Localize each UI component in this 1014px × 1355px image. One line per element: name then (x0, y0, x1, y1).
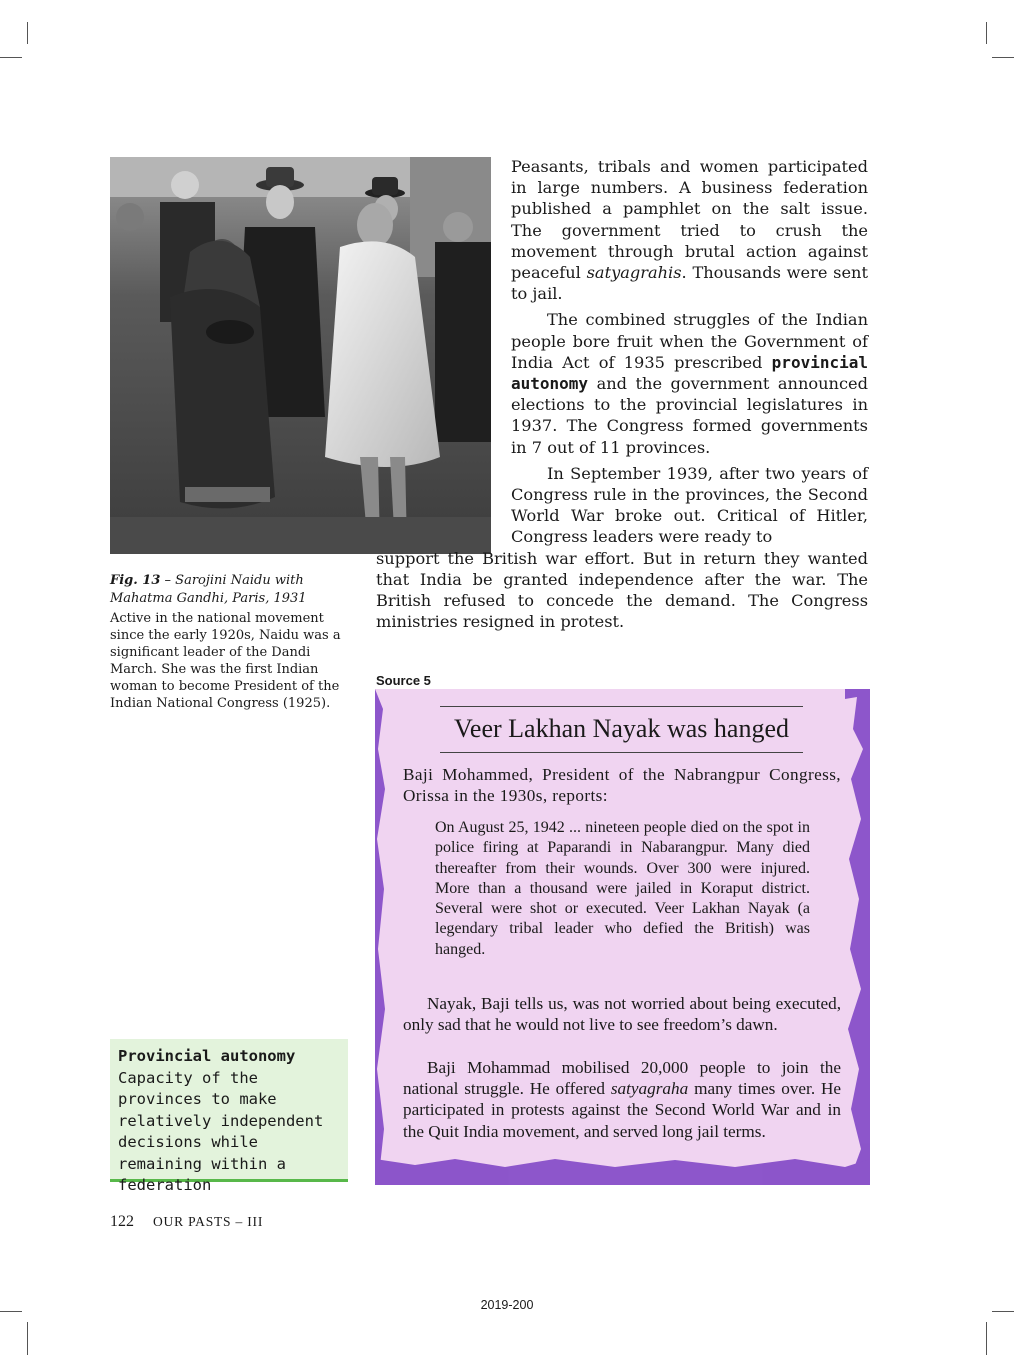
source-paragraph-2 (403, 1057, 841, 1142)
paragraph-1 (376, 156, 868, 304)
paragraph-3 (376, 463, 868, 548)
source-paragraph-2-italic: satyagraha (610, 1079, 689, 1099)
paragraph-3-continued: support the British war effort. But in return they wanted that India be granted independence after the war. The British refused to concede the demand. The Congress ministries resigned in protest. (376, 548, 868, 632)
book-title: OUR PASTS – III (153, 1214, 264, 1229)
crop-mark (0, 57, 22, 58)
crop-mark (27, 22, 28, 44)
paragraph-1-italic: satyagrahis (586, 263, 682, 283)
source-title: Veer Lakhan Nayak was hanged (440, 706, 803, 753)
source-paragraph-2-text: Baji Mohammad mobilised 20,000 people to join the national struggle. He offered (403, 1058, 841, 1099)
paragraph-2-text: The combined struggles of the Indian people bore fruit when the Government of India Act of 1935 prescribed (511, 310, 868, 372)
crop-mark (27, 1322, 28, 1355)
keyword-provincial-autonomy: provincial autonomy (511, 352, 868, 394)
figure-description: Active in the national movement since the early 1920s, Naidu was a significant leader of the Dandi March. She was the first Indian woman to become President of the Indian National Congress (1925). (110, 611, 341, 711)
paragraph-1-end: . Thousands were sent to jail. (511, 263, 868, 304)
paragraph-1-text: Peasants, tribals and women participated in large numbers. A business federation published a pamphlet on the salt issue. The government tried to crush the movement through brutal action against peaceful (511, 157, 868, 283)
figure-title (110, 572, 355, 608)
year-stamp: 2019-200 (480, 1298, 534, 1312)
main-text (376, 156, 868, 637)
source-paragraph-1: Nayak, Baji tells us, was not worried about being executed, only sad that he would not live to see freedom’s dawn. (403, 994, 841, 1035)
figure-title-text: – Sarojini Naidu with Mahatma Gandhi, Paris, 1931 (110, 573, 307, 606)
glossary-definition: Capacity of the provinces to make relatively independent decisions while remaining within a federation (118, 1068, 324, 1194)
crop-mark (986, 1322, 987, 1355)
paragraph-2-end: and the government announced elections to the provincial legislatures in 1937. The Congress formed governments in 7 out of 11 provinces. (511, 374, 868, 457)
source-intro: Baji Mohammed, President of the Nabrangpur Congress, Orissa in the 1930s, reports: (403, 765, 841, 805)
paragraph-3-text: In September 1939, after two years of Congress rule in the provinces, the Second World War broke out. Critical of Hitler, Congress leaders were ready to (511, 463, 868, 547)
paragraph-2 (376, 309, 868, 457)
crop-mark (992, 57, 1014, 58)
figure-caption (110, 572, 355, 712)
crop-mark (986, 22, 987, 44)
source-paragraph-2-end: many times over. He participated in protests against the Second World War and in the Quit India movement, and served long jail terms. (403, 1079, 842, 1141)
source-quote: On August 25, 1942 ... nineteen people died on the spot in police firing at Paparandi in Nabarangpur. Many died thereafter from their wounds. Over 300 were injured. More than a thousand were jailed in Koraput district. Several were shot or executed. Veer Lakhan Nayak (a legendary tribal leader who defied the British) was hanged. (435, 819, 810, 958)
source-label: Source 5 (376, 673, 431, 688)
page-number: 122 (110, 1213, 134, 1230)
figure-label: Fig. 13 (110, 573, 161, 588)
glossary-box (110, 1039, 348, 1194)
glossary-term: Provincial autonomy (118, 1047, 296, 1065)
